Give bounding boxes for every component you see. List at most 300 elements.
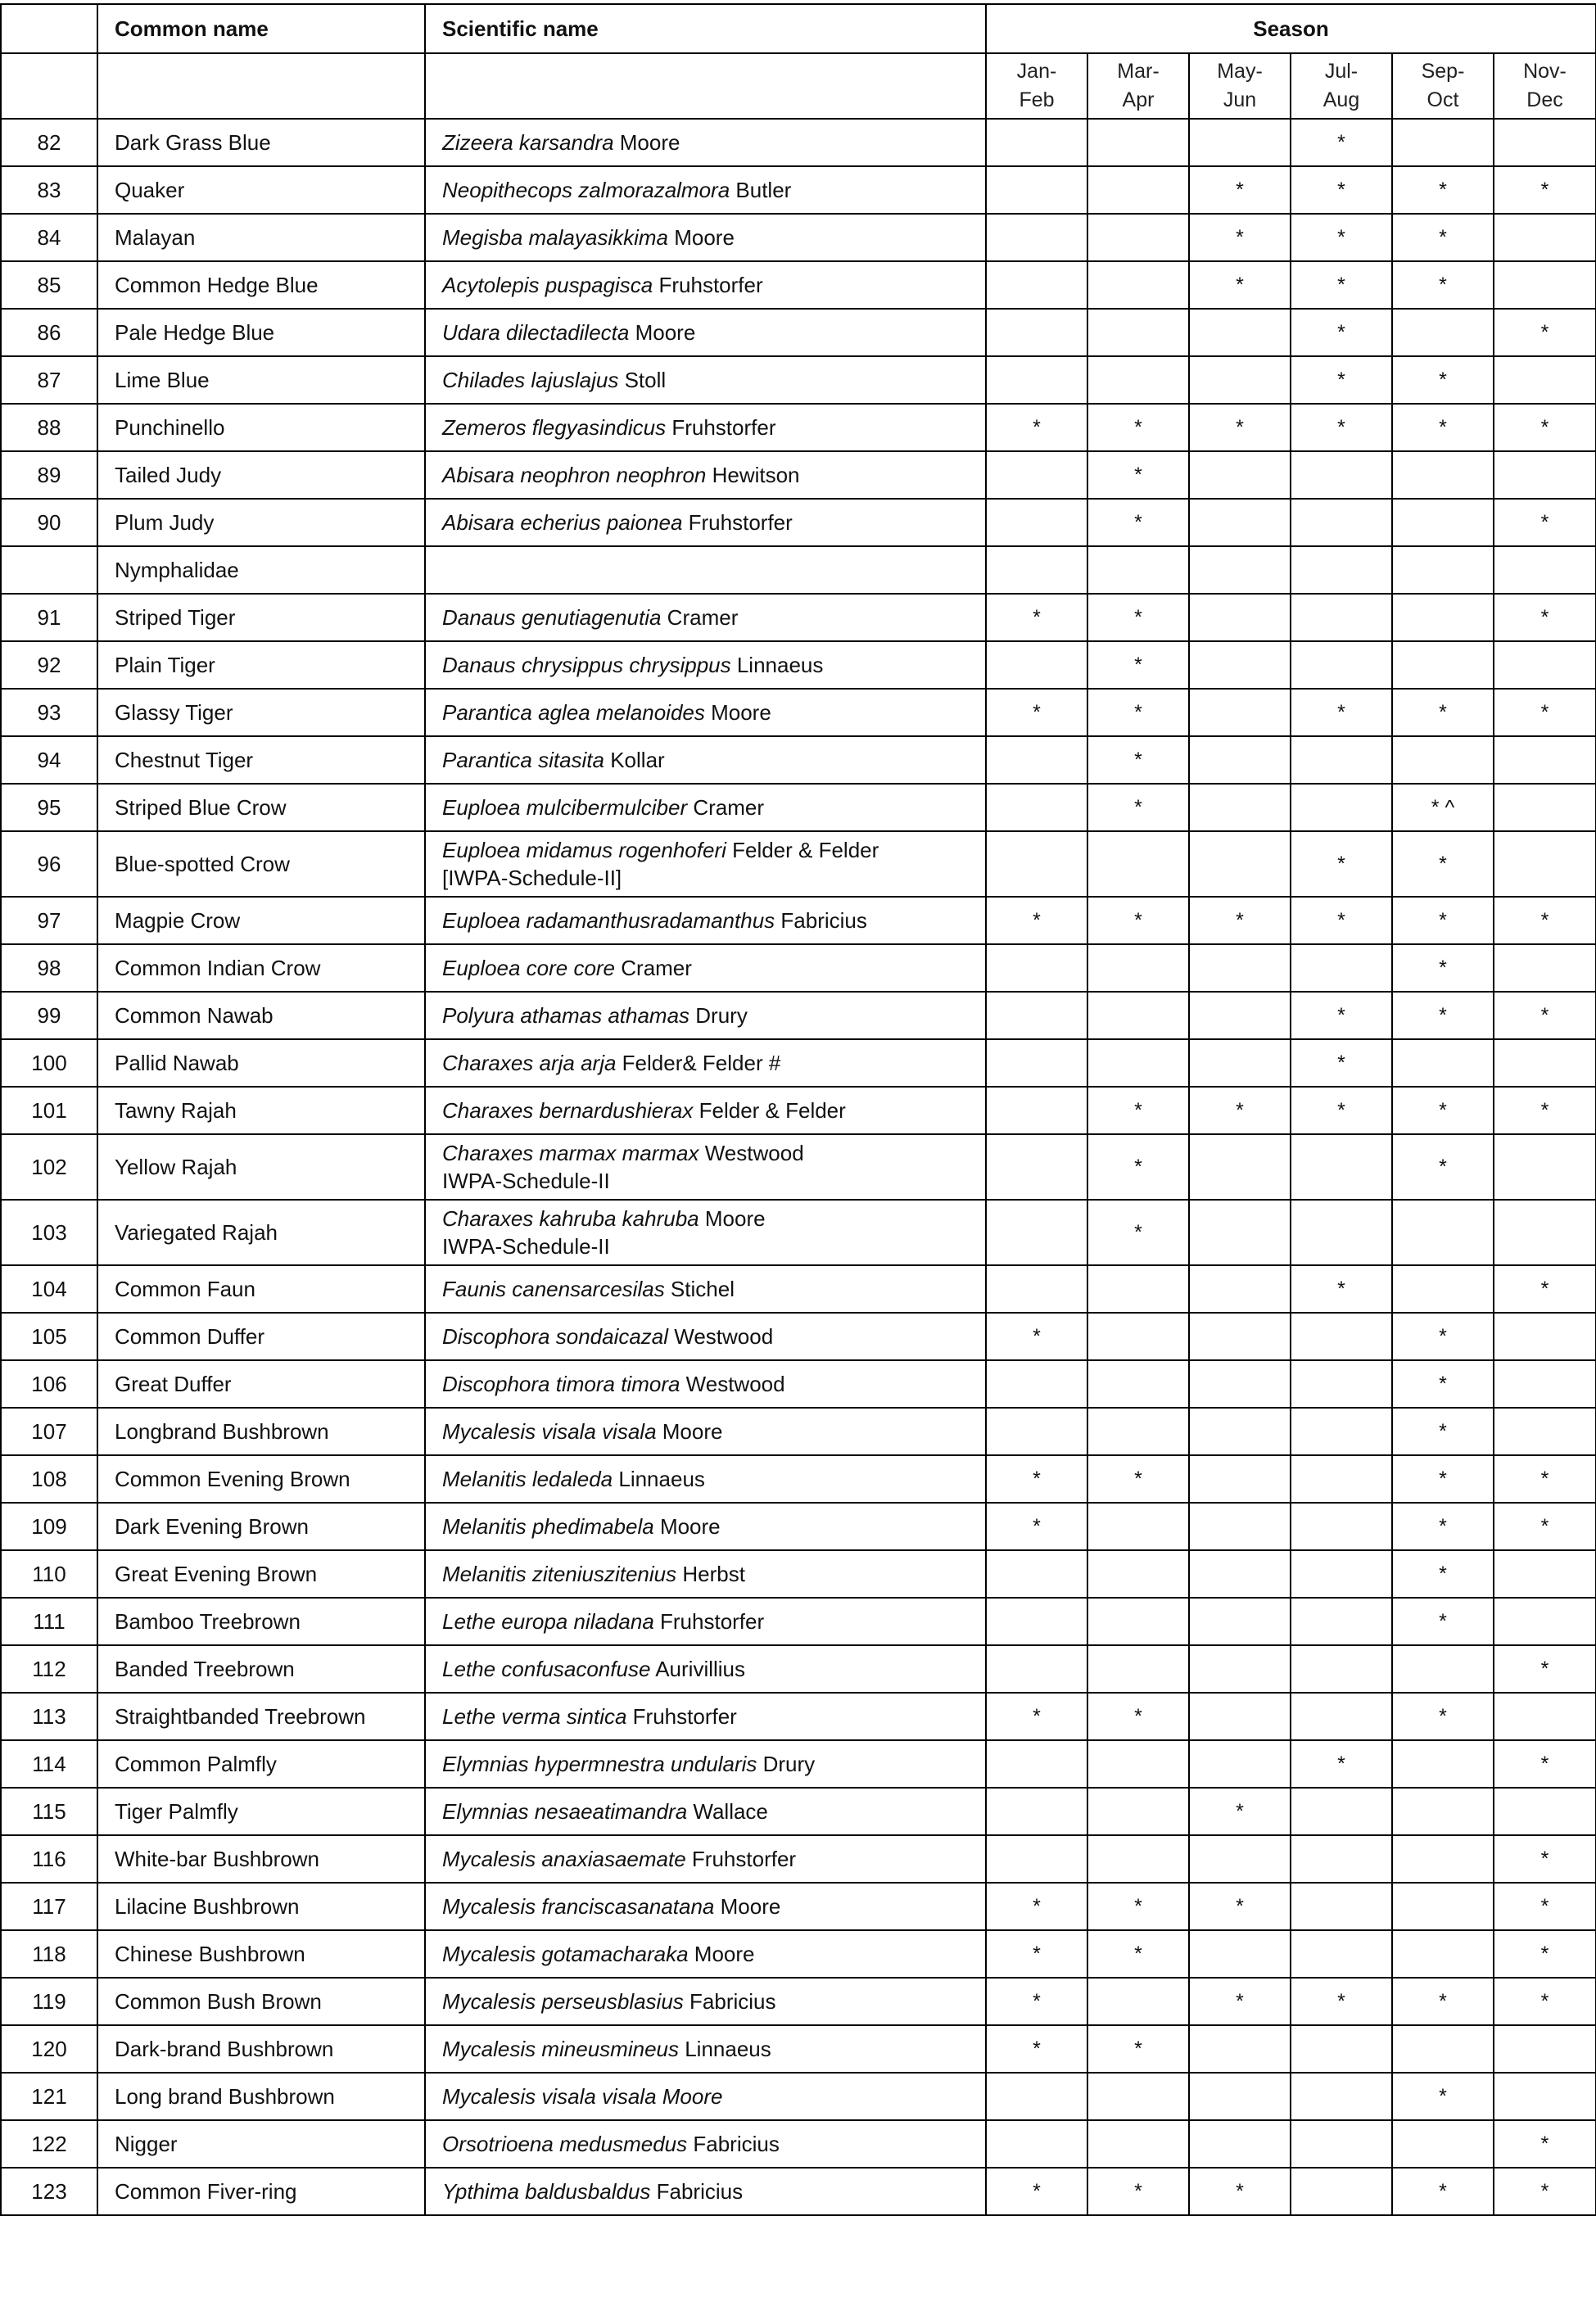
season-mark-3 <box>1291 1313 1392 1360</box>
scientific-name-line <box>442 1205 985 1232</box>
scientific-name-line <box>442 794 985 821</box>
scientific-name-line <box>442 1560 985 1588</box>
season-mark-0 <box>986 499 1087 546</box>
season-mark-2 <box>1189 1134 1291 1200</box>
table-row <box>1 1360 1596 1408</box>
common-name: Bamboo Treebrown <box>97 1598 425 1645</box>
season-mark-3 <box>1291 546 1392 594</box>
common-name: Blue-spotted Crow <box>97 831 425 897</box>
scientific-binomial: Lethe verma sintica <box>442 1704 627 1729</box>
season-mark-5: * <box>1494 1883 1596 1930</box>
season-mark-1 <box>1087 1313 1189 1360</box>
season-mark-5 <box>1494 1408 1596 1455</box>
season-mark-5 <box>1494 1693 1596 1740</box>
season-mark-0 <box>986 309 1087 356</box>
season-mark-3 <box>1291 784 1392 831</box>
season-mark-4 <box>1392 1740 1494 1788</box>
season-mark-1: * <box>1087 594 1189 641</box>
scientific-authority: IWPA-Schedule-II <box>442 1169 610 1193</box>
scientific-name-line <box>442 1323 985 1350</box>
common-name: White-bar Bushbrown <box>97 1835 425 1883</box>
season-mark-2 <box>1189 1693 1291 1740</box>
scientific-binomial: Zemeros flegyasindicus <box>442 415 667 440</box>
season-mark-5 <box>1494 944 1596 992</box>
row-number: 95 <box>1 784 97 831</box>
scientific-name-line <box>442 1750 985 1778</box>
table-row <box>1 261 1596 309</box>
table-row <box>1 356 1596 404</box>
scientific-name <box>425 2073 986 2120</box>
scientific-name <box>425 1408 986 1455</box>
season-mark-3: * <box>1291 1978 1392 2025</box>
season-mark-3 <box>1291 2025 1392 2073</box>
scientific-name <box>425 689 986 736</box>
scientific-binomial: Parantica aglea melanoides <box>442 700 705 725</box>
season-mark-2 <box>1189 119 1291 166</box>
season-mark-4: * <box>1392 992 1494 1039</box>
row-number: 89 <box>1 451 97 499</box>
row-number: 118 <box>1 1930 97 1978</box>
scientific-authority: Moore <box>688 1942 755 1966</box>
table-row <box>1 2025 1596 2073</box>
season-mark-0 <box>986 451 1087 499</box>
scientific-authority: Linnaeus <box>613 1467 705 1491</box>
season-header-5 <box>1494 53 1596 119</box>
season-mark-4: * <box>1392 831 1494 897</box>
scientific-authority: Butler <box>730 178 792 202</box>
season-header-top: Sep- <box>1421 60 1465 83</box>
season-mark-1 <box>1087 166 1189 214</box>
common-name: Yellow Rajah <box>97 1134 425 1200</box>
table-row <box>1 2073 1596 2120</box>
scientific-name-line <box>442 604 985 631</box>
season-mark-2 <box>1189 1503 1291 1550</box>
season-mark-4: * <box>1392 897 1494 944</box>
season-mark-1 <box>1087 992 1189 1039</box>
table-row <box>1 166 1596 214</box>
season-mark-2 <box>1189 1930 1291 1978</box>
scientific-authority: Stichel <box>664 1277 735 1301</box>
common-name: Tailed Judy <box>97 451 425 499</box>
row-number: 110 <box>1 1550 97 1598</box>
scientific-name-line <box>442 1232 985 1260</box>
scientific-binomial: Charaxes kahruba kahruba <box>442 1206 699 1231</box>
season-mark-2 <box>1189 784 1291 831</box>
season-mark-0 <box>986 546 1087 594</box>
scientific-name-line <box>442 651 985 679</box>
season-mark-5 <box>1494 214 1596 261</box>
scientific-name <box>425 1200 986 1265</box>
season-mark-2: * <box>1189 404 1291 451</box>
season-mark-1: * <box>1087 2025 1189 2073</box>
table-row <box>1 1550 1596 1598</box>
season-mark-1 <box>1087 2073 1189 2120</box>
season-mark-3 <box>1291 1835 1392 1883</box>
common-name: Common Bush Brown <box>97 1978 425 2025</box>
season-mark-4: * ^ <box>1392 784 1494 831</box>
season-mark-5: * <box>1494 1265 1596 1313</box>
row-number: 112 <box>1 1645 97 1693</box>
season-mark-0: * <box>986 897 1087 944</box>
table-row <box>1 1200 1596 1265</box>
header-scientific-name: Scientific name <box>425 4 986 53</box>
common-name: Lilacine Bushbrown <box>97 1883 425 1930</box>
season-mark-1 <box>1087 119 1189 166</box>
scientific-name <box>425 1550 986 1598</box>
season-mark-5 <box>1494 2073 1596 2120</box>
season-mark-2 <box>1189 992 1291 1039</box>
season-mark-3: * <box>1291 897 1392 944</box>
season-mark-4 <box>1392 2120 1494 2168</box>
season-mark-2 <box>1189 1039 1291 1087</box>
season-mark-5 <box>1494 1134 1596 1200</box>
season-mark-3 <box>1291 1134 1392 1200</box>
scientific-binomial: Charaxes arja arja <box>442 1051 617 1075</box>
season-header-bottom: Aug <box>1322 88 1360 111</box>
season-mark-3 <box>1291 1930 1392 1978</box>
common-name: Plain Tiger <box>97 641 425 689</box>
scientific-name <box>425 119 986 166</box>
common-name: Common Evening Brown <box>97 1455 425 1503</box>
common-name: Dark Evening Brown <box>97 1503 425 1550</box>
season-header-2 <box>1189 53 1291 119</box>
season-header-top: Jul- <box>1324 60 1359 83</box>
season-mark-3 <box>1291 1550 1392 1598</box>
table-row <box>1 594 1596 641</box>
season-mark-1: * <box>1087 641 1189 689</box>
scientific-binomial: Mycalesis mineusmineus <box>442 2037 679 2061</box>
season-mark-0: * <box>986 1503 1087 1550</box>
season-mark-1 <box>1087 1265 1189 1313</box>
scientific-name-line <box>442 836 985 864</box>
season-mark-5 <box>1494 641 1596 689</box>
season-mark-3: * <box>1291 1087 1392 1134</box>
season-mark-0: * <box>986 689 1087 736</box>
season-mark-4 <box>1392 736 1494 784</box>
row-number: 83 <box>1 166 97 214</box>
row-number: 100 <box>1 1039 97 1087</box>
season-mark-5: * <box>1494 1087 1596 1134</box>
row-number: 86 <box>1 309 97 356</box>
common-name: Plum Judy <box>97 499 425 546</box>
common-name: Pale Hedge Blue <box>97 309 425 356</box>
scientific-authority: Moore <box>656 1419 723 1444</box>
season-mark-4: * <box>1392 1313 1494 1360</box>
row-number: 119 <box>1 1978 97 2025</box>
scientific-name-line <box>442 1655 985 1683</box>
scientific-name-line <box>442 2178 985 2205</box>
scientific-authority: Moore <box>699 1206 766 1231</box>
scientific-binomial: Euploea mulcibermulciber <box>442 795 688 820</box>
common-name: Common Hedge Blue <box>97 261 425 309</box>
row-number: 90 <box>1 499 97 546</box>
table-row <box>1 214 1596 261</box>
season-mark-0 <box>986 831 1087 897</box>
season-mark-4: * <box>1392 214 1494 261</box>
season-mark-2 <box>1189 1313 1291 1360</box>
scientific-name-line <box>442 1940 985 1968</box>
scientific-name <box>425 166 986 214</box>
season-mark-3: * <box>1291 166 1392 214</box>
season-mark-5 <box>1494 784 1596 831</box>
season-header-bottom: Jun <box>1223 88 1257 111</box>
season-mark-0 <box>986 1200 1087 1265</box>
common-name: Magpie Crow <box>97 897 425 944</box>
season-mark-3 <box>1291 641 1392 689</box>
table-row <box>1 2168 1596 2215</box>
scientific-binomial: Danaus chrysippus chrysippus <box>442 653 731 677</box>
table-row <box>1 784 1596 831</box>
season-mark-2 <box>1189 1200 1291 1265</box>
scientific-name-line <box>442 1167 985 1195</box>
table-row <box>1 1930 1596 1978</box>
table-row <box>1 1134 1596 1200</box>
season-mark-4: * <box>1392 1693 1494 1740</box>
season-mark-5: * <box>1494 594 1596 641</box>
season-mark-2: * <box>1189 897 1291 944</box>
scientific-name <box>425 1645 986 1693</box>
season-mark-3 <box>1291 1693 1392 1740</box>
scientific-authority: Moore <box>653 1514 721 1539</box>
season-mark-4: * <box>1392 1134 1494 1200</box>
season-mark-0: * <box>986 1313 1087 1360</box>
scientific-authority: IWPA-Schedule-II <box>442 1234 610 1259</box>
season-mark-1 <box>1087 1550 1189 1598</box>
scientific-authority: Moore <box>667 225 735 250</box>
scientific-binomial: Faunis canensarcesilas <box>442 1277 665 1301</box>
season-mark-3: * <box>1291 831 1392 897</box>
season-mark-2 <box>1189 944 1291 992</box>
season-mark-2 <box>1189 309 1291 356</box>
common-name: Variegated Rajah <box>97 1200 425 1265</box>
scientific-name-line <box>442 1275 985 1303</box>
scientific-name <box>425 499 986 546</box>
scientific-authority: Fabricius <box>775 908 867 933</box>
scientific-binomial: Acytolepis puspagisca <box>442 273 653 297</box>
common-name: Common Faun <box>97 1265 425 1313</box>
common-name: Quaker <box>97 166 425 214</box>
header-common-blank <box>97 53 425 119</box>
scientific-name-line <box>442 366 985 394</box>
table-row <box>1 1455 1596 1503</box>
season-mark-5 <box>1494 261 1596 309</box>
season-mark-5: * <box>1494 992 1596 1039</box>
season-mark-2: * <box>1189 166 1291 214</box>
season-mark-4 <box>1392 451 1494 499</box>
season-mark-0 <box>986 1598 1087 1645</box>
row-number: 93 <box>1 689 97 736</box>
scientific-name-line <box>442 224 985 251</box>
season-mark-5: * <box>1494 1978 1596 2025</box>
table-row <box>1 2120 1596 2168</box>
scientific-name <box>425 944 986 992</box>
common-name: Chinese Bushbrown <box>97 1930 425 1978</box>
table-row <box>1 736 1596 784</box>
row-number: 120 <box>1 2025 97 2073</box>
scientific-authority: Fruhstorfer <box>653 1609 765 1634</box>
row-number: 97 <box>1 897 97 944</box>
table-row <box>1 689 1596 736</box>
season-mark-3: * <box>1291 309 1392 356</box>
season-mark-5 <box>1494 2025 1596 2073</box>
season-mark-0: * <box>986 1930 1087 1978</box>
table-row <box>1 499 1596 546</box>
season-mark-3: * <box>1291 119 1392 166</box>
row-number: 117 <box>1 1883 97 1930</box>
scientific-name <box>425 2120 986 2168</box>
scientific-name <box>425 2025 986 2073</box>
row-number: 114 <box>1 1740 97 1788</box>
season-mark-4: * <box>1392 356 1494 404</box>
season-mark-5 <box>1494 736 1596 784</box>
header-scientific-blank <box>425 53 986 119</box>
season-mark-4 <box>1392 1788 1494 1835</box>
scientific-name-line <box>442 907 985 934</box>
scientific-binomial: Abisara echerius paionea <box>442 510 683 535</box>
scientific-name-line <box>442 414 985 441</box>
season-mark-4: * <box>1392 2168 1494 2215</box>
scientific-name-line <box>442 1002 985 1029</box>
common-name: Nigger <box>97 2120 425 2168</box>
scientific-binomial: Mycalesis visala visala Moore <box>442 2084 723 2109</box>
scientific-binomial: Chilades lajuslajus <box>442 368 619 392</box>
season-mark-0 <box>986 641 1087 689</box>
season-mark-2: * <box>1189 1087 1291 1134</box>
scientific-binomial: Euploea radamanthusradamanthus <box>442 908 775 933</box>
season-mark-4: * <box>1392 2073 1494 2120</box>
season-mark-4 <box>1392 119 1494 166</box>
row-number: 91 <box>1 594 97 641</box>
scientific-name <box>425 1598 986 1645</box>
row-number: 109 <box>1 1503 97 1550</box>
common-name: Nymphalidae <box>97 546 425 594</box>
scientific-binomial: Melanitis phedimabela <box>442 1514 654 1539</box>
row-number: 108 <box>1 1455 97 1503</box>
scientific-name-line <box>442 1097 985 1124</box>
table-row <box>1 1087 1596 1134</box>
scientific-authority: Fabricius <box>683 1989 776 2014</box>
season-mark-1: * <box>1087 1455 1189 1503</box>
season-mark-4 <box>1392 1930 1494 1978</box>
scientific-authority: [IWPA-Schedule-II] <box>442 866 622 890</box>
scientific-authority: Linnaeus <box>730 653 824 677</box>
season-mark-0: * <box>986 2168 1087 2215</box>
table-row <box>1 1835 1596 1883</box>
season-mark-3 <box>1291 2168 1392 2215</box>
table-row <box>1 1693 1596 1740</box>
scientific-name <box>425 1693 986 1740</box>
season-mark-5: * <box>1494 404 1596 451</box>
scientific-name <box>425 1360 986 1408</box>
season-mark-1 <box>1087 2120 1189 2168</box>
season-mark-1 <box>1087 214 1189 261</box>
scientific-name <box>425 1503 986 1550</box>
season-mark-3: * <box>1291 261 1392 309</box>
scientific-name <box>425 641 986 689</box>
season-mark-5 <box>1494 1200 1596 1265</box>
table-row <box>1 944 1596 992</box>
scientific-name <box>425 1134 986 1200</box>
scientific-name-line <box>442 1988 985 2015</box>
common-name: Punchinello <box>97 404 425 451</box>
table-row <box>1 1313 1596 1360</box>
season-mark-1: * <box>1087 2168 1189 2215</box>
scientific-binomial: Euploea midamus rogenhoferi <box>442 838 726 862</box>
common-name: Tawny Rajah <box>97 1087 425 1134</box>
scientific-name <box>425 1835 986 1883</box>
scientific-name-line <box>442 271 985 299</box>
scientific-binomial: Udara dilectadilecta <box>442 320 630 345</box>
scientific-authority: Felder& Felder # <box>616 1051 781 1075</box>
season-mark-5 <box>1494 451 1596 499</box>
season-mark-3 <box>1291 736 1392 784</box>
season-mark-0 <box>986 2120 1087 2168</box>
scientific-authority: Fruhstorfer <box>685 1847 797 1871</box>
scientific-name-line <box>442 2130 985 2158</box>
season-mark-1 <box>1087 1503 1189 1550</box>
row-number <box>1 546 97 594</box>
table-row <box>1 309 1596 356</box>
season-mark-4 <box>1392 594 1494 641</box>
season-mark-3: * <box>1291 404 1392 451</box>
season-mark-1: * <box>1087 1200 1189 1265</box>
row-number: 96 <box>1 831 97 897</box>
season-mark-5: * <box>1494 897 1596 944</box>
season-mark-2 <box>1189 736 1291 784</box>
common-name: Common Palmfly <box>97 1740 425 1788</box>
season-mark-1 <box>1087 1978 1189 2025</box>
season-mark-1 <box>1087 1360 1189 1408</box>
season-mark-3 <box>1291 451 1392 499</box>
season-mark-0 <box>986 1408 1087 1455</box>
scientific-name <box>425 1455 986 1503</box>
row-number: 102 <box>1 1134 97 1200</box>
row-number: 85 <box>1 261 97 309</box>
season-mark-1: * <box>1087 784 1189 831</box>
season-mark-1: * <box>1087 404 1189 451</box>
table-row <box>1 546 1596 594</box>
season-mark-3 <box>1291 1645 1392 1693</box>
scientific-authority: Cramer <box>661 605 739 630</box>
common-name: Longbrand Bushbrown <box>97 1408 425 1455</box>
season-mark-5: * <box>1494 689 1596 736</box>
common-name: Long brand Bushbrown <box>97 2073 425 2120</box>
season-mark-4: * <box>1392 1087 1494 1134</box>
row-number: 98 <box>1 944 97 992</box>
season-mark-1 <box>1087 1598 1189 1645</box>
season-header-bottom: Dec <box>1526 88 1563 111</box>
season-mark-1 <box>1087 1788 1189 1835</box>
scientific-name <box>425 1978 986 2025</box>
row-number: 82 <box>1 119 97 166</box>
table-row <box>1 641 1596 689</box>
table-row <box>1 451 1596 499</box>
row-number: 84 <box>1 214 97 261</box>
scientific-binomial: Mycalesis anaxiasaemate <box>442 1847 686 1871</box>
scientific-binomial: Danaus genutiagenutia <box>442 605 662 630</box>
header-common-name: Common name <box>97 4 425 53</box>
season-mark-0 <box>986 1134 1087 1200</box>
scientific-name <box>425 1740 986 1788</box>
season-mark-3 <box>1291 2073 1392 2120</box>
season-mark-0 <box>986 1360 1087 1408</box>
scientific-binomial: Neopithecops zalmorazalmora <box>442 178 730 202</box>
row-number: 92 <box>1 641 97 689</box>
common-name: Common Indian Crow <box>97 944 425 992</box>
season-mark-3 <box>1291 499 1392 546</box>
season-mark-3: * <box>1291 689 1392 736</box>
common-name: Dark-brand Bushbrown <box>97 2025 425 2073</box>
